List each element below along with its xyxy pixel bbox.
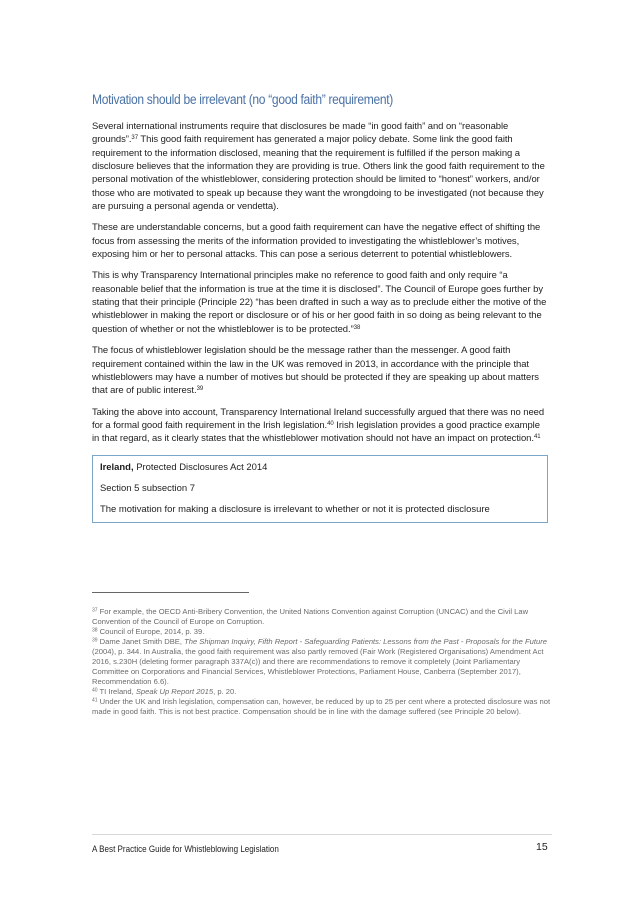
paragraph-3-text: This is why Transparency International principles make no reference to good faith and only require “a reasonable belief that the information is true at the time it is disclosed”. The Council of Europe goes further by stating that their principle (Principle 22) “has been drafted in such a way as to preclude either the motive of the whistleblower in making the report or disclosure or of his or her good faith in so doing as being relevant to the question of whether or not the whistleblower is to be protected.” — [92, 270, 547, 335]
footnote-39-text-b: (2004), p. 344. In Australia, the good faith requirement was also partly removed (Fair Work (Registered Organisations) Amendment Act 2016, s.230H (deleting former paragraph 337A(c)) and there are recommendations to remove it completely (Joint Parliamentary Committee on Corporations and Financial Services, Whistleblower Protections, Parliament House, Canberra (September 2017), Recommendation 6.6). — [92, 647, 544, 687]
callout-title — [100, 461, 540, 474]
page-number: 15 — [536, 841, 548, 853]
paragraph-4-text: The focus of whistleblower legislation should be the message rather than the messenger. A good faith requirement contained within the law in the UK was removed in 2013, in accordance with the principle that whistleblowers may have a number of motives but should be protected if they are speaking up about matters that are of public interest. — [92, 345, 539, 397]
paragraph-5-text-b: Irish legislation provides a good practice example in that regard, as it clearly states that the whistleblower motivation should not have an impact on protection. — [92, 419, 540, 445]
footnote-ref-40[interactable]: 40 — [327, 420, 334, 427]
footnote-40-title: Speak Up Report 2015 — [135, 687, 214, 697]
footnote-38-text: Council of Europe, 2014, p. 39. — [97, 627, 205, 637]
footnote-40-number: 40 — [92, 687, 98, 694]
footnote-37-text: For example, the OECD Anti-Bribery Convention, the United Nations Convention against Corruption (UNCAC) and the Civil Law Convention of the Council of Europe on Corruption. — [92, 607, 529, 627]
footnote-40-text-b: , p. 20. — [213, 687, 237, 697]
footnote-41-number: 41 — [92, 697, 98, 704]
footer-divider — [92, 834, 552, 835]
footnote-40-text-a: TI Ireland, — [97, 687, 136, 697]
callout-act: Protected Disclosures Act 2014 — [133, 461, 268, 473]
footnote-37 — [92, 607, 552, 627]
paragraph-3 — [92, 269, 548, 336]
footnote-41 — [92, 697, 552, 717]
paragraph-1-text-b: This good faith requirement has generated a major policy debate. Some link the good faith requirement to the information disclosed, meaning that the requirement is fulfilled if the person making a disclosure believes that the information they are providing is true. Others link the good faith requirement to the personal motivation of the whistleblower, considering protection should be limited to “honest” workers, and/or those who are motivated to speak up because they want the wrongdoing to be investigated (not because they are pursuing a personal agenda or vendetta). — [92, 134, 545, 213]
footnote-39-number: 39 — [92, 637, 98, 644]
footnote-ref-37[interactable]: 37 — [131, 135, 138, 142]
footnote-ref-38[interactable]: 38 — [353, 324, 361, 331]
footnote-37-number: 37 — [92, 607, 98, 614]
footnote-41-text: Under the UK and Irish legislation, compensation can, however, be reduced by up to 25 per cent where a protected disclosure was not made in good faith. This is not best practice. Compensation should be in line with the damage suffered (see Principle 20 below). — [92, 697, 551, 717]
footnote-39-text-a: Dame Janet Smith DBE, — [97, 637, 185, 647]
footnote-separator — [92, 592, 249, 593]
legislation-callout-box — [92, 455, 548, 523]
footnote-39-title: The Shipman Inquiry, Fifth Report - Safeguarding Patients: Lessons from the Past - Proposals for the Future — [184, 637, 547, 647]
paragraph-1-text-a: Several international instruments require that disclosures be made “in good faith” and on “reasonable grounds”. — [92, 121, 509, 146]
paragraph-5-text-a: Taking the above into account, Transparency International Ireland successfully argued that there was no need for a formal good faith requirement in the Irish legislation. — [92, 406, 545, 431]
footnote-39 — [92, 637, 552, 687]
paragraph-5 — [92, 406, 548, 446]
footnote-40 — [92, 687, 552, 697]
section-heading: Motivation should be irrelevant (no “good faith” requirement) — [92, 92, 393, 107]
body-text — [92, 120, 548, 523]
paragraph-2-text: These are understandable concerns, but a good faith requirement can have the negative effect of shifting the focus from assessing the merits of the information provided to investigating the whistleblower’s motives, exposing him or her to personal attacks. This can pose a serious deterrent to potential whistleblowers. — [92, 222, 541, 261]
footnote-38 — [92, 627, 552, 637]
footnotes — [92, 607, 552, 718]
callout-section: Section 5 subsection 7 — [100, 482, 195, 494]
callout-country: Ireland, — [100, 461, 134, 473]
footnote-ref-39[interactable]: 39 — [196, 386, 204, 393]
footnote-ref-41[interactable]: 41 — [533, 434, 541, 441]
footnote-38-number: 38 — [92, 627, 98, 634]
paragraph-1 — [92, 120, 548, 213]
paragraph-4 — [92, 344, 548, 397]
callout-text: The motivation for making a disclosure is irrelevant to whether or not it is protected disclosure — [100, 503, 490, 515]
footer-document-title: A Best Practice Guide for Whistleblowing Legislation — [92, 843, 279, 854]
paragraph-2 — [92, 221, 548, 261]
